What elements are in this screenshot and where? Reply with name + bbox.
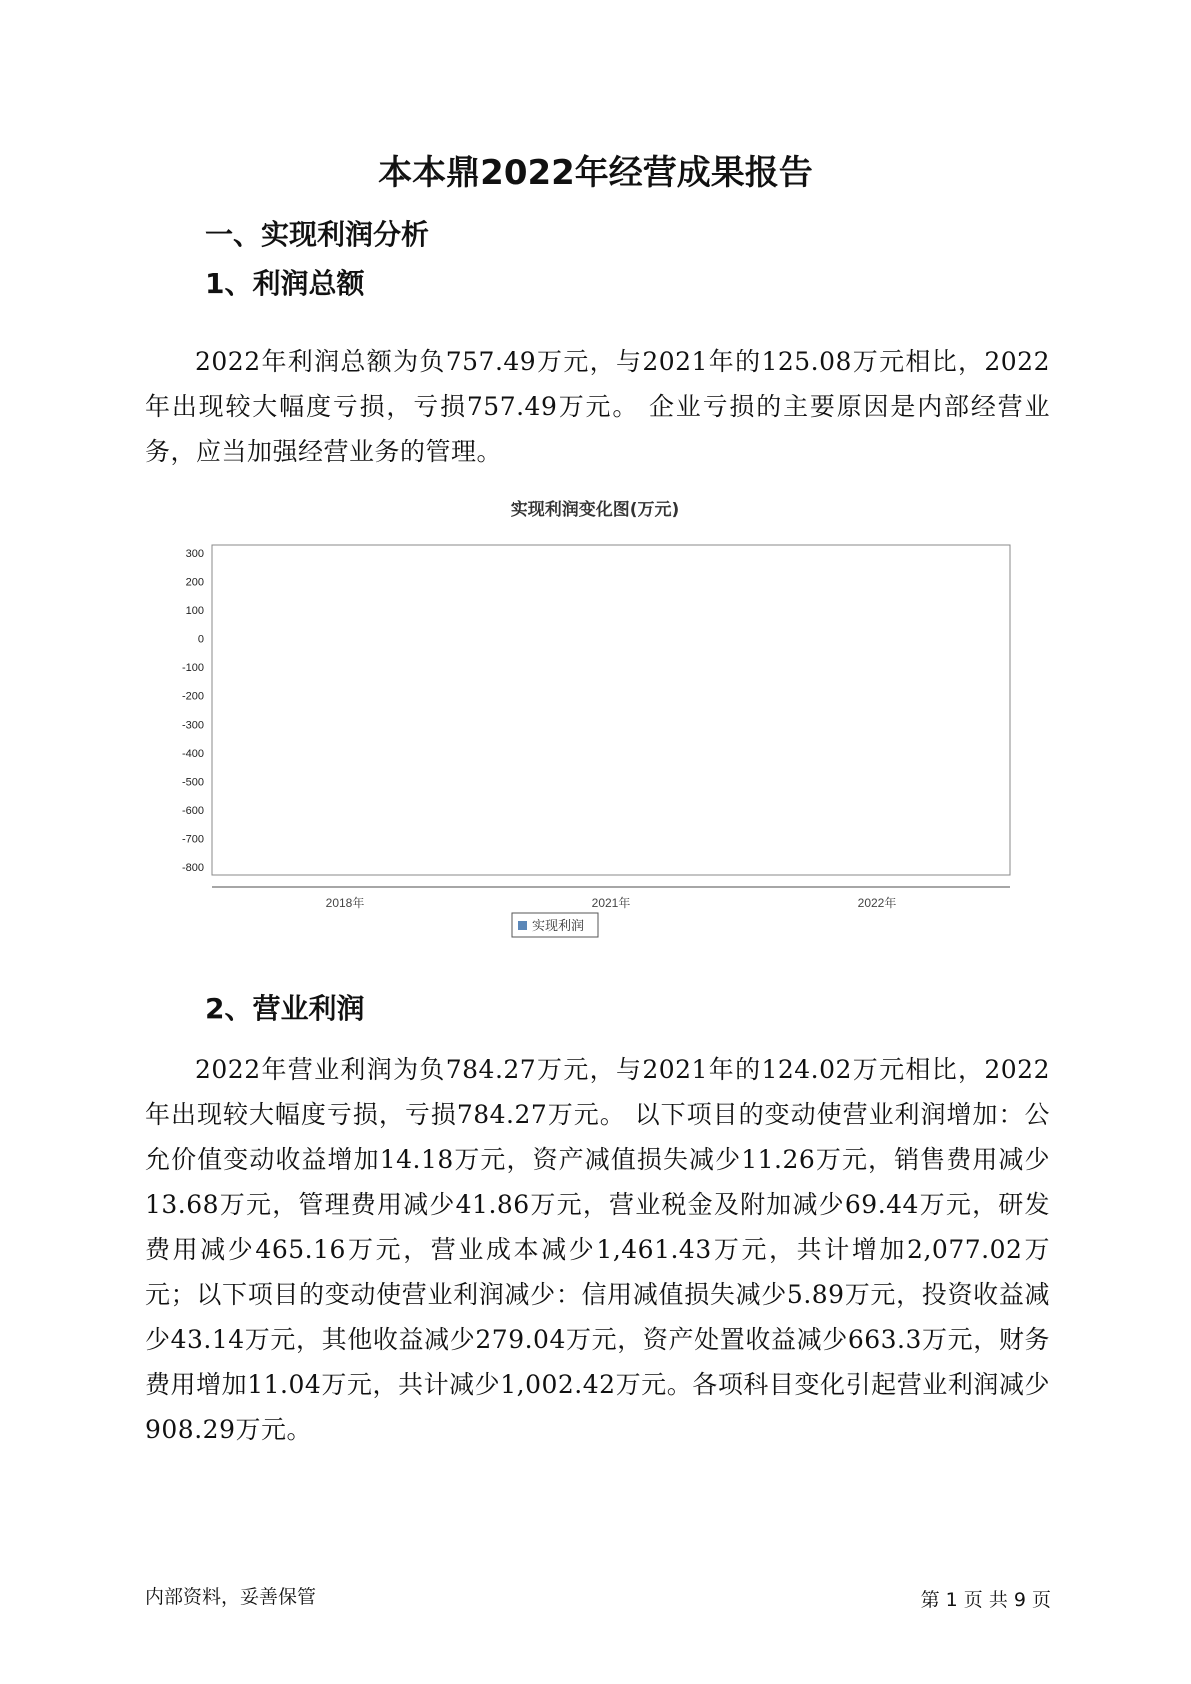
chart-title: 实现利润变化图(万元) xyxy=(510,500,680,520)
y-tick-label: -200 xyxy=(181,690,204,703)
x-tick-label: 2021年 xyxy=(591,896,631,910)
x-tick-label: 2022年 xyxy=(857,896,897,910)
y-tick-label: -300 xyxy=(181,719,204,732)
section-heading-profit-analysis: 一、实现利润分析 xyxy=(205,218,430,251)
y-tick-label: 300 xyxy=(185,548,204,560)
y-tick-label: 0 xyxy=(197,633,204,646)
y-tick-label: -700 xyxy=(181,833,204,846)
subsection-heading-total-profit: 1、利润总额 xyxy=(205,267,365,300)
y-tick-label: -400 xyxy=(181,747,204,760)
operating-profit-paragraph: 2022年营业利润为负784.27万元，与2021年的124.02万元相比，2022年出现较大幅度亏损，亏损784.27万元。 以下项目的变动使营业利润增加：公允价值变动收益增加14.18万元，资产减值损失减少11.26万元，销售费用减少13.68万元，管理费用减少41.86万元，营业税金及附加减少69.44万元，研发费用减少465.16万元，营业成本减少1,461.43万元，共计增加2,077.02万元；以下项目的变动使营业利润减少：信用减值损失减少5.89万元，投资收益减少43.14万元，其他收益减少279.04万元，资产处置收益减少663.3万元，财务费用增加11.04万元，共计减少1,002.42万元。各项科目变化引起营业利润减少908.29万元。 xyxy=(145,1055,1050,1444)
y-tick-label: -800 xyxy=(181,862,204,874)
y-tick-label: -500 xyxy=(181,776,204,789)
total-profit-paragraph: 2022年利润总额为负757.49万元，与2021年的125.08万元相比，2022年出现较大幅度亏损，亏损757.49万元。 企业亏损的主要原因是内部经营业务，应当加强经营业务的管理。 xyxy=(145,347,1050,466)
y-tick-label: 200 xyxy=(185,576,204,589)
page-title: 本本鼎2022年经营成果报告 xyxy=(378,153,813,193)
footer-page-number: 第 1 页 共 9 页 xyxy=(920,1589,1051,1611)
plot-area xyxy=(212,545,1010,875)
chart-svg xyxy=(160,495,1030,955)
profit-chart xyxy=(160,495,1030,955)
y-tick-label: -100 xyxy=(181,662,204,675)
y-tick-label: 100 xyxy=(185,605,204,618)
x-tick-label: 2018年 xyxy=(325,896,365,910)
legend-label: 实现利润 xyxy=(532,918,585,933)
legend-swatch xyxy=(518,921,527,930)
y-tick-label: -600 xyxy=(181,804,204,817)
subsection-heading-operating-profit: 2、营业利润 xyxy=(205,992,365,1025)
footer-confidential-note: 内部资料，妥善保管 xyxy=(145,1586,317,1608)
